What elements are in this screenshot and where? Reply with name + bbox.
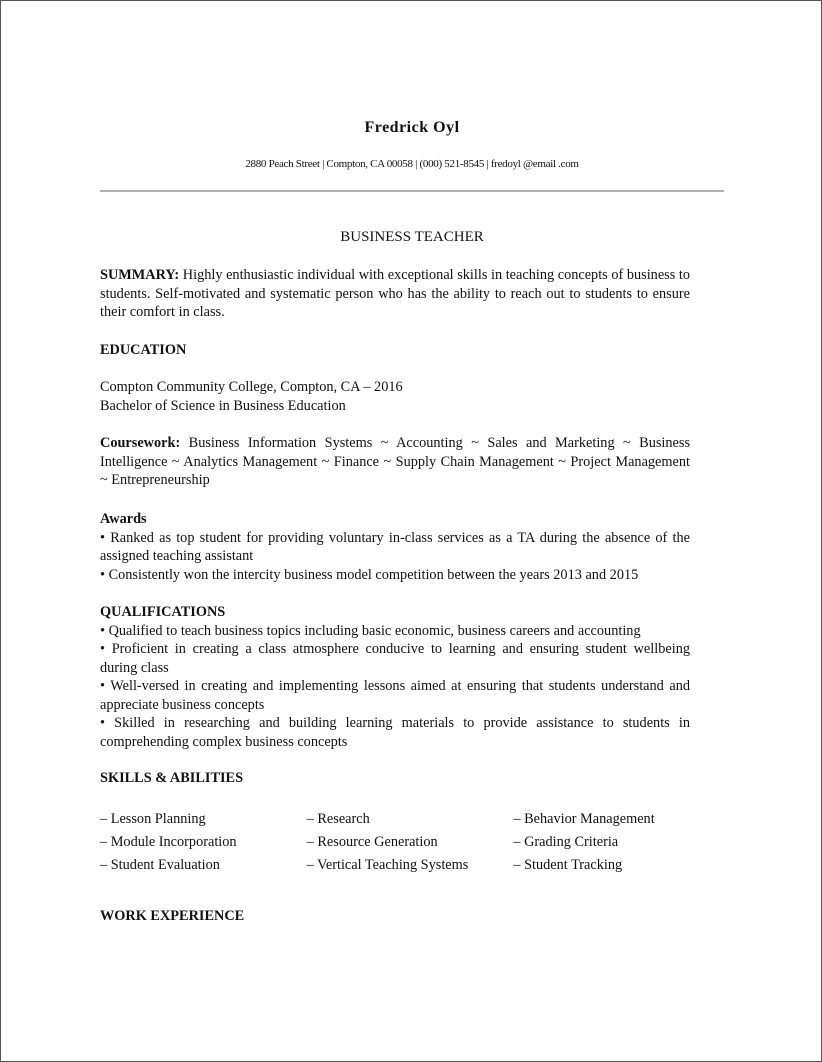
skills-heading: SKILLS & ABILITIES	[100, 770, 244, 786]
education-school: Compton Community College, Compton, CA – 2016	[100, 379, 403, 395]
skill-item: – Student Evaluation	[100, 857, 220, 873]
skill-item: – Lesson Planning	[100, 811, 206, 827]
contact-line: 2880 Peach Street | Compton, CA 00058 | (000) 521-8545 | fredoyl @email .com	[245, 158, 579, 170]
qualifications-section	[100, 603, 690, 751]
skills-grid	[100, 811, 720, 880]
qualifications-heading: QUALIFICATIONS	[100, 604, 226, 620]
work-experience-heading: WORK EXPERIENCE	[100, 908, 245, 924]
summary-text: Highly enthusiastic individual with exceptional skills in teaching concepts of business to students. Self-motivated and systematic person who has the ability to reach out to students to ensure their comfort in class.	[100, 267, 690, 320]
coursework-section	[100, 434, 690, 490]
skills-row	[100, 857, 720, 880]
skill-item: – Behavior Management	[513, 811, 655, 827]
skill-item: – Resource Generation	[306, 834, 438, 850]
header-divider	[100, 190, 724, 192]
awards-section	[100, 510, 690, 584]
skill-item: – Vertical Teaching Systems	[306, 857, 469, 873]
job-title: BUSINESS TEACHER	[340, 229, 484, 245]
candidate-name: Fredrick Oyl	[364, 119, 460, 136]
summary-section	[100, 266, 690, 322]
skill-item: – Module Incorporation	[100, 834, 237, 850]
skill-item: – Student Tracking	[513, 857, 623, 873]
award-item: • Consistently won the intercity business model competition between the years 2013 and 2015	[100, 566, 639, 583]
skills-row	[100, 811, 720, 834]
education-degree: Bachelor of Science in Business Education	[100, 397, 346, 414]
skills-row	[100, 834, 720, 857]
skill-item: – Research	[306, 811, 370, 827]
summary-label: SUMMARY:	[100, 267, 180, 283]
qualification-item: • Qualified to teach business topics including basic economic, business careers and accounting	[100, 622, 641, 639]
skill-item: – Grading Criteria	[513, 834, 619, 850]
award-item: • Ranked as top student for providing voluntary in-class services as a TA during the absence of the assigned teaching assistant	[100, 529, 690, 564]
qualification-item: • Proficient in creating a class atmosphere conducive to learning and ensuring student wellbeing during class	[100, 641, 690, 676]
coursework-label: Coursework:	[100, 435, 181, 451]
qualification-item: • Skilled in researching and building learning materials to provide assistance to students in comprehending complex business concepts	[100, 715, 690, 750]
awards-heading: Awards	[100, 511, 147, 527]
coursework-text: Business Information Systems ~ Accounting ~ Sales and Marketing ~ Business Intelligence ~ Analytics Management ~ Finance ~ Supply Chain Management ~ Project Management ~ Entrepreneurship	[100, 435, 691, 488]
qualification-item: • Well-versed in creating and implementing lessons aimed at ensuring that students understand and appreciate business concepts	[100, 678, 690, 713]
education-details	[100, 378, 690, 415]
education-heading: EDUCATION	[100, 342, 187, 358]
